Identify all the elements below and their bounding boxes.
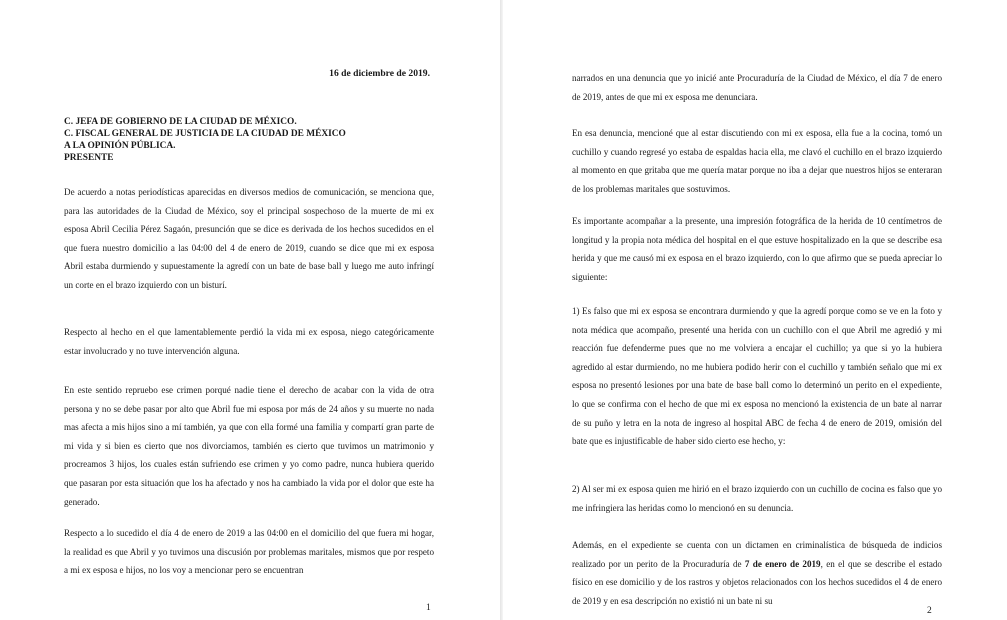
body-paragraph-last xyxy=(572,536,942,610)
bold-date: 7 de enero de 2019 xyxy=(744,558,821,569)
body-paragraph: Es importante acompañar a la presente, una impresión fotográfica de la herida de 10 centímetros de longitud y la propia nota médica del hospital en el que estuve hospitalizado en la que se describe esa herida y que me causó mi ex esposa en el brazo izquierdo, con lo que afirmo que se pueda apreciar lo siguiente: xyxy=(572,216,942,282)
paragraph-text: Además, en el expediente se cuenta con un dictamen en criminalística de búsqueda de indicios realizado por un perito de la Procuraduría de xyxy=(572,540,942,569)
body-paragraph: En este sentido repruebo ese crimen porqué nadie tiene el derecho de acabar con la vida de otra persona y no se debe pasar por alto que Abril fue mi esposa por más de 24 años y su muerte no nada mas afecta a mis hijos sino a mí también, ya que con ella formé una familia y compartí gran parte de mi vida y si bien es cierto que nos divorciamos, también es cierto que tuvimos un matrimonio y procreamos 3 hijos, los cuales están sufriendo ese crimen y yo como padre, nunca hubiera querido que pasaran por esta situación que los ha afectado y nos ha cambiado la vida por el dolor que este ha generado. xyxy=(64,385,434,507)
letter-page-2 xyxy=(503,0,1007,620)
addressee-block xyxy=(64,116,424,164)
page-number: 2 xyxy=(927,606,932,616)
body-paragraph: De acuerdo a notas periodísticas aparecidas en diversos medios de comunicación, se menciona que, para las autoridades de la Ciudad de México, soy el principal sospechoso de la muerte de mi ex esposa Abril Cecilia Pérez Sagaón, presunción que se dice es derivada de los hechos sucedidos en el que fuera nuestro domicilio a las 04:00 del 4 de enero de 2019, cuando se dice que mi ex esposa Abril estaba durmiendo y supuestamente la agredí con un bate de base ball y luego me auto infringí un corte en el brazo izquierdo con un bisturí. xyxy=(64,187,434,290)
body-paragraph: Respecto al hecho en el que lamentablemente perdió la vida mi ex esposa, niego categóricamente estar involucrado y no tuve intervención alguna. xyxy=(64,327,434,356)
addressee-line: A LA OPINIÓN PÚBLICA. xyxy=(64,141,176,151)
addressee-line: C. JEFA DE GOBIERNO DE LA CIUDAD DE MÉXICO. xyxy=(64,117,297,127)
body-paragraph: Respecto a lo sucedido el día 4 de enero de 2019 a las 04:00 en el domicilio del que fuera mi hogar, la realidad es que Abril y yo tuvimos una discusión por problemas maritales, mismos que por respeto a mi ex esposa e hijos, no los voy a mencionar pero se encuentran xyxy=(64,528,434,576)
body-paragraph: 2) Al ser mi ex esposa quien me hirió en el brazo izquierdo con un cuchillo de cocina es falso que yo me infringiera las heridas como lo mencionó en su denuncia. xyxy=(572,484,942,513)
page-number: 1 xyxy=(426,603,431,613)
addressee-line: PRESENTE xyxy=(64,153,114,163)
addressee-line: C. FISCAL GENERAL DE JUSTICIA DE LA CIUDAD DE MÉXICO xyxy=(64,129,346,139)
paragraph-text: , en el que se describe el estado físico en ese domicilio y de los rastros y objetos relacionados con los hechos sucedidos el 4 de enero de 2019 y en esa descripción no existió ni un bate ni su xyxy=(572,558,942,606)
letter-page-1 xyxy=(0,0,500,620)
letter-date: 16 de diciembre de 2019. xyxy=(329,68,430,79)
body-paragraph: narrados en una denuncia que yo inicié ante Procuraduría de la Ciudad de México, el día 7 de enero de 2019, antes de que mi ex esposa me denunciara. xyxy=(572,73,942,102)
body-paragraph: En esa denuncia, mencioné que al estar discutiendo con mi ex esposa, ella fue a la cocina, tomó un cuchillo y cuando regresé yo estaba de espaldas hacia ella, me clavó el cuchillo en el brazo izquierdo al momento en que gritaba que me quería matar porque no iba a dejar que nuestros hijos se enteraran de los problemas maritales que sostuvimos. xyxy=(572,128,942,194)
body-paragraph: 1) Es falso que mi ex esposa se encontrara durmiendo y que la agredí porque como se ve en la foto y nota médica que acompaño, presenté una herida con un cuchillo con el que Abril me agredió y mi reacción fue defenderme pues que no me volviera a encajar el cuchillo; ya que si yo la hubiera agredido al estar durmiendo, no me hubiera podido herir con el cuchillo y también señalo que mi ex esposa no presentó lesiones por una bate de base ball como lo determinó un perito en el expediente, lo que se confirma con el hecho de que mi ex esposa no mencionó la existencia de un bate al narrar de su puño y letra en la nota de ingreso al hospital ABC de fecha 4 de enero de 2019, omisión del bate que es injustificable de haber sido cierto ese hecho, y: xyxy=(572,306,942,447)
